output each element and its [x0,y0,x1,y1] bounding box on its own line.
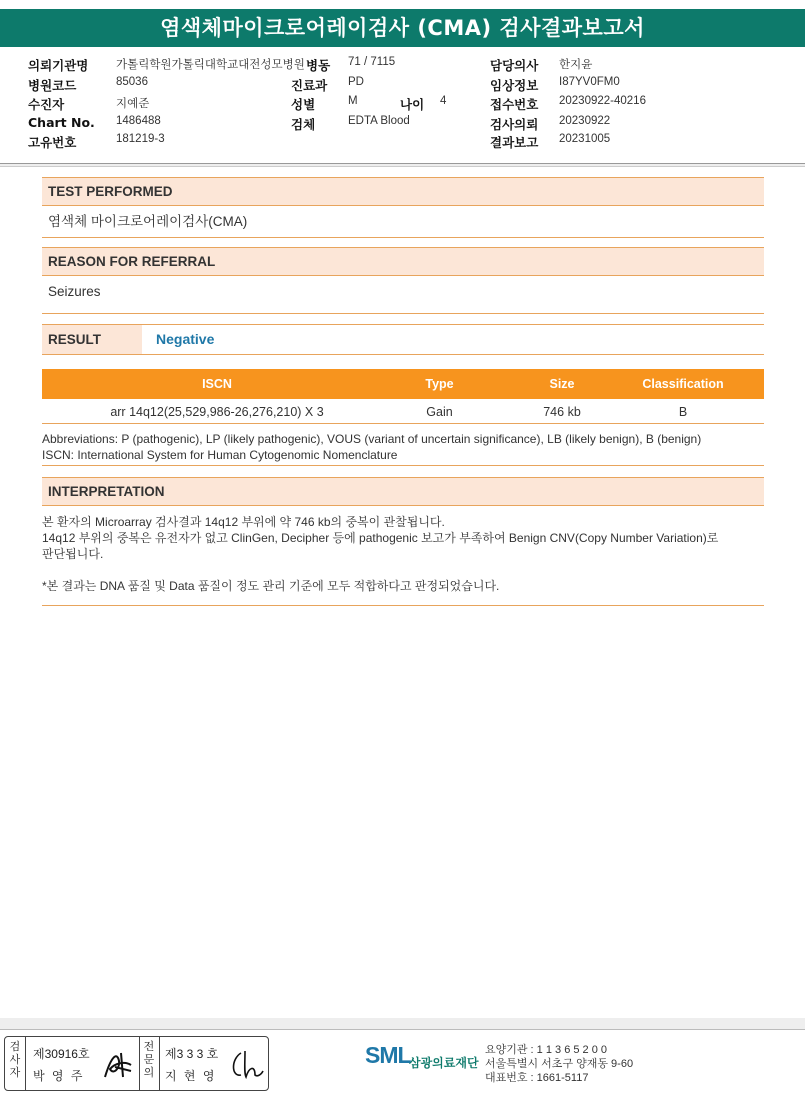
receipt-value: 20230922-40216 [559,95,646,107]
header-type: Type [425,377,454,391]
requester-label: 의뢰기관명 [28,58,89,73]
unique-label: 고유번호 [28,135,77,150]
ward-value: 71 / 7115 [348,56,396,68]
examiner-name: 박 영 주 [33,1069,85,1083]
institution-phone: 대표번호 : 1661-5117 [485,1072,589,1084]
unique-value: 181219-3 [116,133,165,145]
request-date-value: 20230922 [559,115,611,127]
specimen-label: 검체 [291,117,316,132]
foundation-name: 삼광의료재단 [409,1056,479,1070]
chart-value: 1486488 [116,115,161,127]
result-value: Negative [156,331,215,347]
footer-band [0,1018,805,1030]
reviewer-label [141,1041,157,1080]
patient-label: 수진자 [28,97,65,112]
requester-value: 가톨릭학원가톨릭대학교대전성모병원 [116,59,305,71]
examiner-number: 제30916호 [33,1047,90,1061]
reviewer-number: 제3 3 3 호 [165,1047,219,1061]
age-value: 4 [440,95,447,107]
institution-info [485,1043,633,1085]
interpretation-heading: INTERPRETATION [42,477,764,506]
reviewer-signature-icon [227,1047,265,1083]
result-row [42,324,764,355]
interpretation-note: *본 결과는 DNA 품질 및 Data 품질이 정도 관리 기준에 모두 적합하다고 판정되었습니다. [42,579,500,593]
reviewer-label-text: 전 문 의 [143,1041,155,1079]
sign-divider [25,1037,26,1090]
test-performed-heading: TEST PERFORMED [42,177,764,206]
hospital-code-value: 85036 [116,76,148,88]
sign-divider [139,1037,140,1090]
patient-value: 지예준 [116,98,150,110]
receipt-label: 접수번호 [490,97,539,112]
iscn-note: ISCN: International System for Human Cytogenomic Nomenclature [42,448,398,462]
clinical-label: 임상정보 [490,78,539,93]
report-title: 염색체마이크로어레이검사 (CMA) 검사결과보고서 [0,9,805,47]
sml-logo-mark: SML [365,1042,411,1068]
interpretation-line: 14q12 부위의 중복은 유전자가 없고 ClinGen, Decipher 등에 pathogenic 보고가 부족하여 Benign CNV(Copy Number Variation)로 [42,531,719,545]
cell-type: Gain [426,405,453,419]
referral-heading: REASON FOR REFERRAL [42,247,764,276]
report-date-label: 결과보고 [490,135,539,150]
sex-label: 성별 [291,97,316,112]
interpretation-line [42,562,764,578]
institution-code: 요양기관 : 1 1 3 6 5 2 0 0 [485,1044,608,1056]
table-header [42,369,764,399]
info-divider [0,163,805,167]
clinical-value: I87YV0FM0 [559,76,620,88]
report-date-value: 20231005 [559,133,611,145]
interpretation-line: 본 환자의 Microarray 검사결과 14q12 부위에 약 746 kb의 중복이 관찰됩니다. [42,515,445,529]
specimen-value: EDTA Blood [348,115,410,127]
abbreviation-divider [42,465,764,466]
interpretation-line: 판단됩니다. [42,547,104,561]
examiner-label-text: 검 사 자 [9,1041,21,1079]
header-size: Size [549,377,575,391]
age-label: 나이 [400,97,425,112]
table-row [42,400,764,424]
sign-divider [159,1037,160,1090]
result-label: RESULT [42,325,142,354]
chart-label: Chart No. [28,115,95,130]
abbreviation-line: Abbreviations: P (pathogenic), LP (likely pathogenic), VOUS (variant of uncertain significance), LB (likely benign), B (benign) [42,432,702,446]
cell-classification: B [678,405,688,419]
doctor-value: 한지윤 [559,59,593,71]
test-performed-text: 염색체 마이크로어레이검사(CMA) [42,206,764,238]
cell-size: 746 kb [543,405,581,419]
institution-address: 서울특별시 서초구 양재동 9-60 [485,1058,634,1070]
ward-label: 병동 [306,58,331,73]
header-iscn: ISCN [202,377,232,391]
signature-box [4,1036,269,1091]
referral-text: Seizures [42,276,764,314]
dept-label: 진료과 [291,78,328,93]
doctor-label: 담당의사 [490,58,539,73]
hospital-code-label: 병원코드 [28,78,77,93]
interpretation-divider [42,605,764,606]
request-date-label: 검사의뢰 [490,117,539,132]
interpretation-text [42,514,764,594]
abbreviations [42,431,764,463]
reviewer-name: 지 현 영 [165,1069,217,1083]
sex-value: M [348,95,358,107]
header-classification: Classification [642,377,724,391]
examiner-signature-icon [101,1047,135,1083]
cell-iscn: arr 14q12(25,529,986-26,276,210) X 3 [110,405,324,419]
examiner-label [7,1041,23,1080]
dept-value: PD [348,76,364,88]
